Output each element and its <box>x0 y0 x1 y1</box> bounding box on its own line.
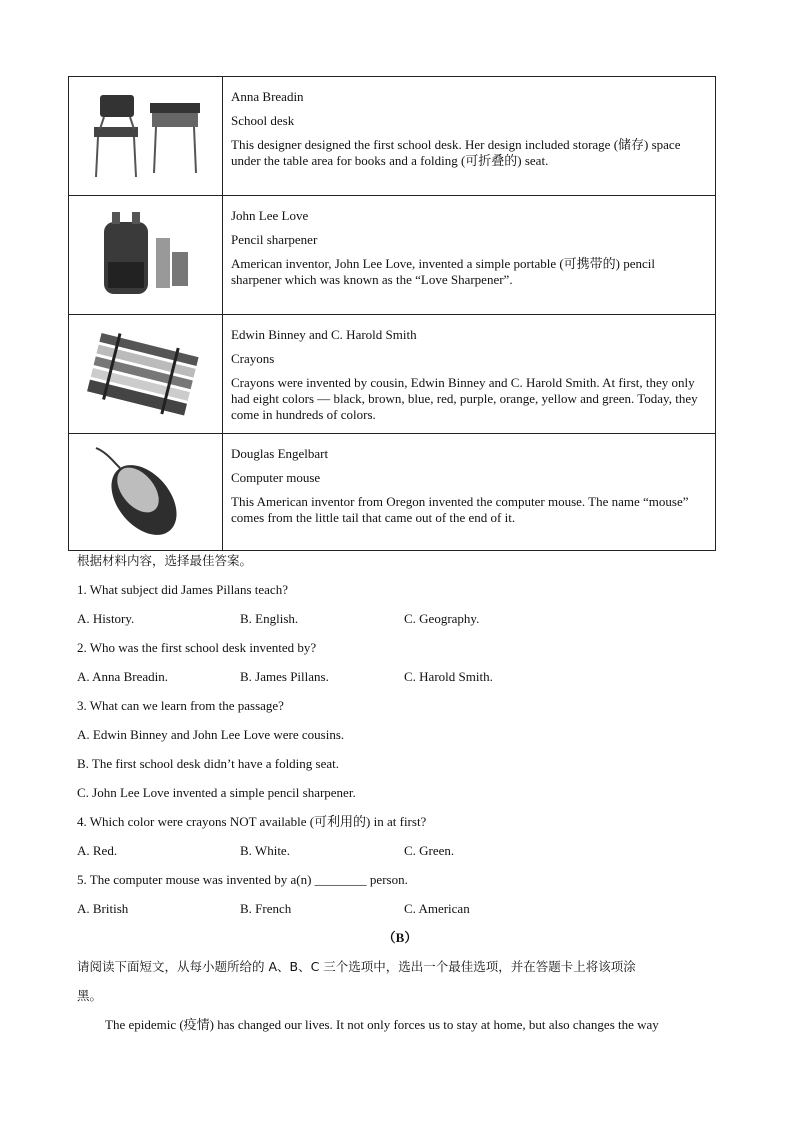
invention-description: This American inventor from Oregon invented the computer mouse. The name “mouse” comes from the little tail that came out of the end of it. <box>231 494 689 525</box>
option-b: B. James Pillans. <box>240 669 329 684</box>
question-1: 1. What subject did James Pillans teach? <box>77 582 288 597</box>
options-1 <box>77 611 737 640</box>
invention-name: Pencil sharpener <box>231 232 318 247</box>
invention-name: Crayons <box>231 351 275 366</box>
options-5 <box>77 901 737 930</box>
option-b: B. French <box>240 901 292 916</box>
table-row <box>69 196 715 315</box>
pencil-sharpener-icon <box>69 196 223 314</box>
inventor-name: John Lee Love <box>231 208 309 223</box>
invention-text <box>223 315 715 433</box>
option-a: A. Red. <box>77 843 118 858</box>
invention-name: School desk <box>231 113 295 128</box>
option-c: C. Harold Smith. <box>404 669 493 684</box>
invention-text <box>223 434 715 550</box>
option-b: B. English. <box>240 611 299 626</box>
question-2: 2. Who was the first school desk invented by? <box>77 640 317 655</box>
instruction: 根据材料内容，选择最佳答案。 <box>77 553 253 568</box>
inventor-name: Edwin Binney and C. Harold Smith <box>231 327 417 342</box>
invention-text <box>223 77 715 195</box>
option-c: C. John Lee Love invented a simple pencil sharpener. <box>77 785 356 800</box>
question-5: 5. The computer mouse was invented by a(n) ________ person. <box>77 872 408 887</box>
table-row <box>69 77 715 196</box>
section-instruction: 请阅读下面短文，从每小题所给的 A、B、C 三个选项中，选出一个最佳选项，并在答题卡上将该项涂 <box>77 959 636 974</box>
crayons-icon <box>69 315 223 433</box>
invention-name: Computer mouse <box>231 470 321 485</box>
inventor-name: Anna Breadin <box>231 89 304 104</box>
school-desk-icon <box>69 77 223 195</box>
option-a: A. Anna Breadin. <box>77 669 168 684</box>
section-title: （B） <box>382 930 418 945</box>
option-a: A. Edwin Binney and John Lee Love were cousins. <box>77 727 345 742</box>
options-4 <box>77 843 737 872</box>
option-a: A. History. <box>77 611 135 626</box>
invention-text <box>223 196 715 314</box>
computer-mouse-icon <box>69 434 223 550</box>
invention-description: American inventor, John Lee Love, invented a simple portable (可携带的) pencil sharpener which was known as the “Love Sharpener”. <box>231 256 656 287</box>
option-c: C. Green. <box>404 843 455 858</box>
invention-description: This designer designed the first school desk. Her design included storage (储存) space under the table area for books and a folding (可折叠的) seat. <box>231 137 681 168</box>
inventor-name: Douglas Engelbart <box>231 446 329 461</box>
invention-description: Crayons were invented by cousin, Edwin Binney and C. Harold Smith. At first, they only had eight colors — black, brown, blue, red, purple, orange, yellow and green. Today, they come in hundreds of colors. <box>231 375 698 422</box>
option-b: B. White. <box>240 843 290 858</box>
question-4: 4. Which color were crayons NOT available (可利用的) in at first? <box>77 814 427 829</box>
option-c: C. Geography. <box>404 611 480 626</box>
option-b: B. The first school desk didn’t have a folding seat. <box>77 756 339 771</box>
option-c: C. American <box>404 901 470 916</box>
inventions-table <box>68 76 716 551</box>
questions-section <box>77 553 737 1046</box>
option-a: A. British <box>77 901 129 916</box>
options-2 <box>77 669 737 698</box>
passage-text: The epidemic (疫情) has changed our lives. It not only forces us to stay at home, but also changes the way <box>105 1017 659 1032</box>
question-3: 3. What can we learn from the passage? <box>77 698 284 713</box>
table-row <box>69 434 715 550</box>
section-instruction-cont: 黑。 <box>77 988 103 1003</box>
table-row <box>69 315 715 434</box>
